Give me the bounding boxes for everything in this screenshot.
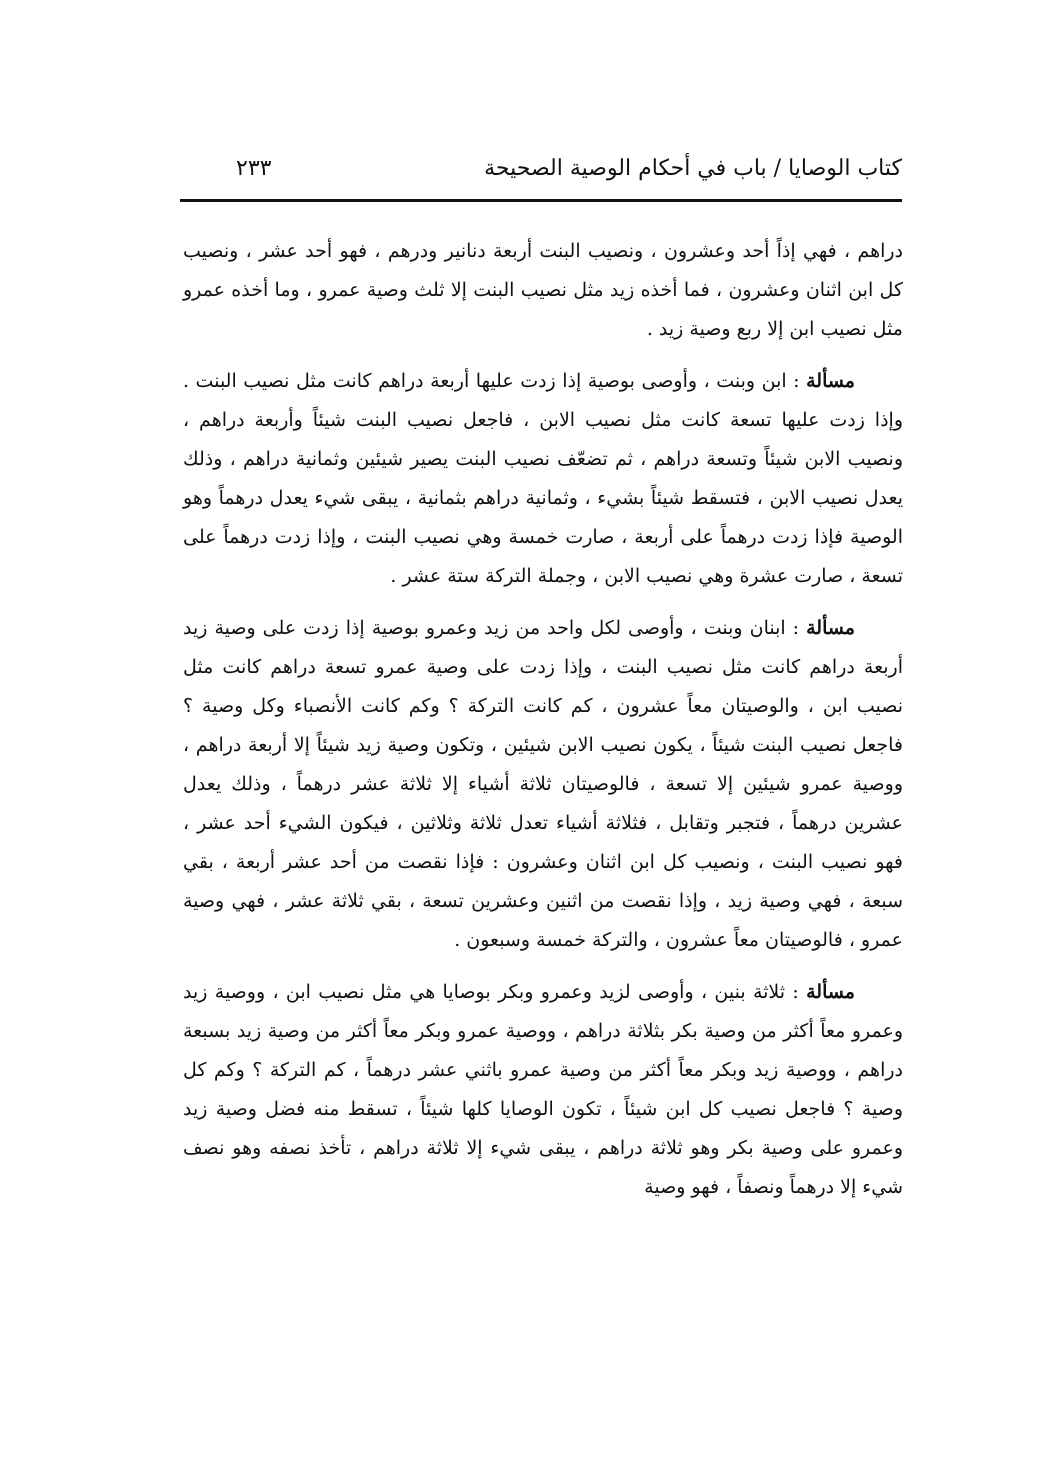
paragraph-masala-2 — [183, 609, 903, 960]
page-number: ٢٣٣ — [236, 156, 272, 181]
paragraph-text: : ابن وبنت ، وأوصى بوصية إذا زدت عليها أربعة دراهم كانت مثل نصيب البنت . وإذا زدت عليها تسعة كانت مثل نصيب الابن ، فاجعل نصيب البنت شيئاً وأربعة دراهم ، ونصيب الابن شيئاً وتسعة دراهم ، ثم تضعّف نصيب البنت يصير شيئين وثمانية دراهم ، وذلك يعدل نصيب الابن ، فتسقط شيئاً بشيء ، وثمانية دراهم بثمانية ، يبقى شيء يعدل درهماً وهو الوصية فإذا زدت درهماً على أربعة ، صارت خمسة وهي نصيب البنت ، وإذا زدت درهماً على تسعة ، صارت عشرة وهي نصيب الابن ، وجملة التركة ستة عشر . — [183, 370, 903, 587]
paragraph-masala-1 — [183, 362, 903, 596]
body-text — [183, 232, 903, 1220]
running-title: كتاب الوصايا / باب في أحكام الوصية الصحيحة — [484, 156, 902, 181]
paragraph-text: : ثلاثة بنين ، وأوصى لزيد وعمرو وبكر بوصايا هي مثل نصيب ابن ، ووصية زيد وعمرو معاً أكثر من وصية بكر بثلاثة دراهم ، ووصية عمرو وبكر معاً أكثر من وصية زيد بسبعة دراهم ، ووصية زيد وبكر معاً أكثر من وصية عمرو باثني عشر درهماً ، كم التركة ؟ وكم كل وصية ؟ فاجعل نصيب كل ابن شيئاً ، تكون الوصايا كلها شيئاً ، تسقط منه فضل وصية زيد وعمرو على وصية بكر وهو ثلاثة دراهم ، يبقى شيء إلا ثلاثة دراهم ، تأخذ نصفه وهو نصف شيء إلا درهماً ونصفاً ، فهو وصية — [183, 981, 903, 1198]
paragraph-text: : ابنان وبنت ، وأوصى لكل واحد من زيد وعمرو بوصية إذا زدت على وصية زيد أربعة دراهم كانت مثل نصيب البنت ، وإذا زدت على وصية عمرو تسعة دراهم كانت مثل نصيب ابن ، والوصيتان معاً عشرون ، كم كانت التركة ؟ وكم كانت الأنصباء وكل وصية ؟ فاجعل نصيب البنت شيئاً ، يكون نصيب الابن شيئين ، وتكون وصية زيد شيئاً إلا أربعة دراهم ، ووصية عمرو شيئين إلا تسعة ، فالوصيتان ثلاثة أشياء إلا ثلاثة عشر درهماً ، وذلك يعدل عشرين درهماً ، فتجبر وتقابل ، فثلاثة أشياء تعدل ثلاثة وثلاثين ، فيكون الشيء أحد عشر ، فهو نصيب البنت ، ونصيب كل ابن اثنان وعشرون : فإذا نقصت من أحد عشر أربعة ، بقي سبعة ، فهي وصية زيد ، وإذا نقصت من اثنين وعشرين تسعة ، بقي ثلاثة عشر ، فهي وصية عمرو ، فالوصيتان معاً عشرون ، والتركة خمسة وسبعون . — [183, 617, 903, 951]
paragraph-continuation — [183, 232, 903, 349]
running-header — [180, 150, 902, 190]
paragraph-text: دراهم ، فهي إذاً أحد وعشرون ، ونصيب البنت أربعة دنانير ودرهم ، فهو أحد عشر ، ونصيب كل ابن اثنان وعشرون ، فما أخذه زيد مثل نصيب البنت إلا ثلث وصية عمرو ، وما أخذه عمرو مثل نصيب ابن إلا ربع وصية زيد . — [183, 240, 903, 340]
paragraph-masala-3 — [183, 973, 903, 1207]
masala-label: مسألة — [806, 617, 855, 639]
header-rule — [180, 199, 902, 202]
masala-label: مسألة — [806, 981, 855, 1003]
masala-label: مسألة — [806, 370, 855, 392]
